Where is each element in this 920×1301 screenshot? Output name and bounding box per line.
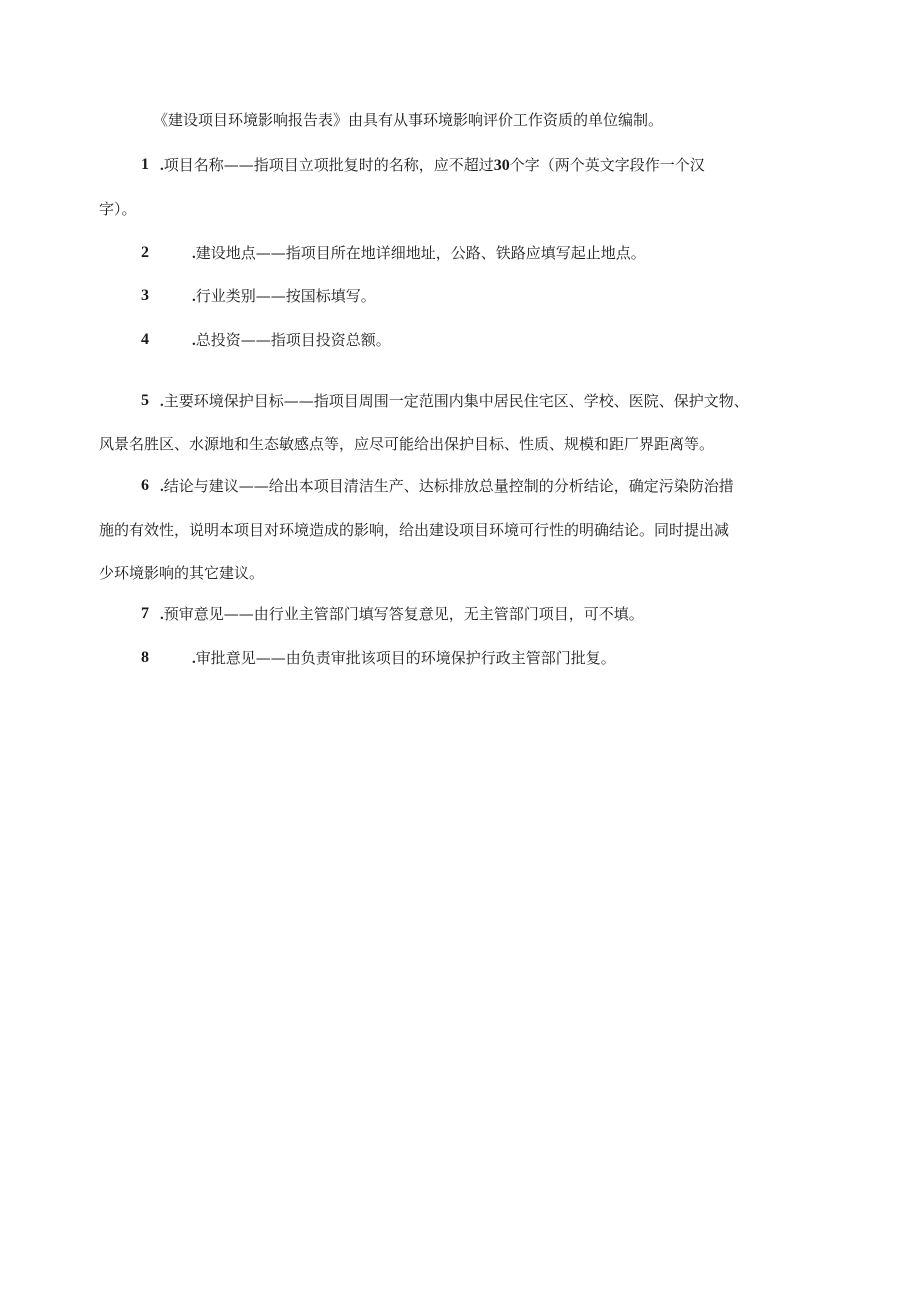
item-2-number: 2 bbox=[141, 244, 149, 261]
item-8-text: 审批意见——由负责审批该项目的环境保护行政主管部门批复。 bbox=[195, 649, 616, 667]
item-7-number: 7 bbox=[141, 605, 149, 622]
item-8-number: 8 bbox=[141, 649, 149, 666]
item-4-number: 4 bbox=[141, 331, 149, 348]
item-6-line-1: .结论与建议——给出本项目清洁生产、达标排放总量控制的分析结论，确定污染防治措 bbox=[160, 477, 734, 495]
item-6-number: 6 bbox=[141, 477, 149, 494]
item-5-text-1: 主要环境保护目标——指项目周围一定范围内集中居民住宅区、学校、医院、保护文物、 bbox=[163, 392, 749, 410]
item-3-number: 3 bbox=[141, 287, 149, 304]
item-1-bold-number: 30 bbox=[493, 157, 510, 174]
item-2-text: 建设地点——指项目所在地详细地址，公路、铁路应填写起止地点。 bbox=[195, 244, 646, 262]
item-3-text: 行业类别——按国标填写。 bbox=[195, 287, 376, 305]
item-7-line-1: .预审意见——由行业主管部门填写答复意见，无主管部门项目，可不填。 bbox=[160, 605, 644, 623]
item-1-text-post: 个字（两个英文字段作一个汉 bbox=[509, 156, 705, 174]
item-5-line-2: 风景名胜区、水源地和生态敏感点等，应尽可能给出保护目标、性质、规模和距厂界距离等。 bbox=[99, 435, 715, 453]
item-1-line-1: .项目名称——指项目立项批复时的名称，应不超过30个字（两个英文字段作一个汉 bbox=[160, 156, 705, 174]
intro-text: 《建设项目环境影响报告表》由具有从事环境影响评价工作资质的单位编制。 bbox=[153, 111, 664, 129]
item-4-text: 总投资——指项目投资总额。 bbox=[195, 331, 391, 349]
item-5-line-1: .主要环境保护目标——指项目周围一定范围内集中居民住宅区、学校、医院、保护文物、 bbox=[160, 392, 749, 410]
item-8-line-1: .审批意见——由负责审批该项目的环境保护行政主管部门批复。 bbox=[192, 649, 616, 667]
item-7-text: 预审意见——由行业主管部门填写答复意见，无主管部门项目，可不填。 bbox=[163, 605, 644, 623]
item-6-line-3: 少环境影响的其它建议。 bbox=[99, 564, 265, 582]
item-5-number: 5 bbox=[141, 392, 149, 409]
item-6-text-1: 结论与建议——给出本项目清洁生产、达标排放总量控制的分析结论，确定污染防治措 bbox=[163, 477, 734, 495]
item-1-text-pre: 项目名称——指项目立项批复时的名称，应不超过 bbox=[163, 156, 494, 174]
item-3-line-1: .行业类别——按国标填写。 bbox=[192, 287, 376, 305]
item-2-line-1: .建设地点——指项目所在地详细地址，公路、铁路应填写起止地点。 bbox=[192, 244, 646, 262]
item-6-line-2: 施的有效性，说明本项目对环境造成的影响，给出建设项目环境可行性的明确结论。同时提出减 bbox=[99, 521, 730, 539]
item-1-number: 1 bbox=[141, 156, 149, 173]
item-1-line-2: 字）。 bbox=[99, 200, 137, 218]
item-4-line-1: .总投资——指项目投资总额。 bbox=[192, 331, 391, 349]
